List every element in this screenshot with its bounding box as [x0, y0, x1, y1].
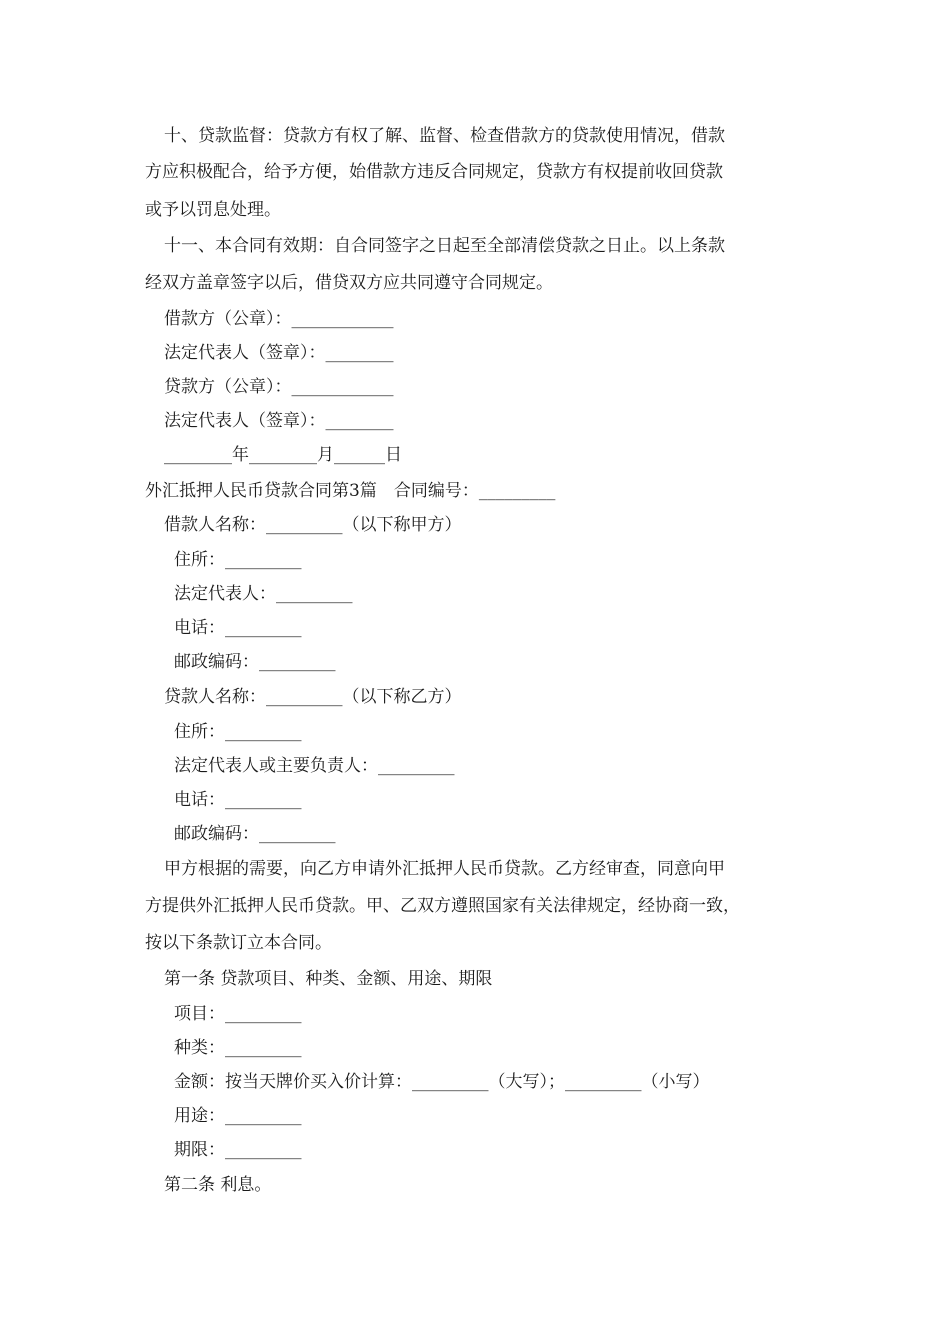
clause-11-line-1: 十一、本合同有效期：自合同签字之日起至全部清偿贷款之日止。以上条款 — [164, 236, 725, 256]
article-1-heading: 第一条 贷款项目、种类、金额、用途、期限 — [164, 969, 493, 989]
lender-rep-line: 法定代表人（签章）：________ — [164, 411, 394, 431]
lender-name-line: 贷款人名称：_________（以下称乙方） — [164, 687, 462, 707]
lender-legal-rep-line: 法定代表人或主要负责人：_________ — [174, 756, 455, 776]
intro-line-3: 按以下条款订立本合同。 — [145, 933, 332, 953]
lender-seal-line: 贷款方（公章）：____________ — [164, 377, 394, 397]
clause-10-line-3: 或予以罚息处理。 — [145, 200, 281, 220]
borrower-phone-line: 电话：_________ — [174, 618, 302, 638]
contract-title: 外汇抵押人民币贷款合同第3篇 合同编号：_________ — [145, 481, 556, 501]
intro-line-1: 甲方根据的需要，向乙方申请外汇抵押人民币贷款。乙方经审查，同意向甲 — [164, 859, 725, 879]
lender-phone-line: 电话：_________ — [174, 790, 302, 810]
item-project-line: 项目：_________ — [174, 1004, 302, 1024]
borrower-address-line: 住所：_________ — [174, 550, 302, 570]
clause-11-line-2: 经双方盖章签字以后，借贷双方应共同遵守合同规定。 — [145, 273, 553, 293]
borrower-name-line: 借款人名称：_________（以下称甲方） — [164, 515, 462, 535]
clause-10-line-2: 方应积极配合，给予方便，始借款方违反合同规定，贷款方有权提前收回贷款 — [145, 162, 723, 182]
item-amount-line: 金额：按当天牌价买入价计算：_________（大写）；_________（小写） — [174, 1072, 710, 1092]
borrower-seal-line: 借款方（公章）：____________ — [164, 309, 394, 329]
article-2-heading: 第二条 利息。 — [164, 1175, 272, 1195]
intro-line-2: 方提供外汇抵押人民币贷款。甲、乙双方遵照国家有关法律规定，经协商一致， — [145, 896, 740, 916]
borrower-postcode-line: 邮政编码：_________ — [174, 652, 336, 672]
lender-address-line: 住所：_________ — [174, 722, 302, 742]
item-type-line: 种类：_________ — [174, 1038, 302, 1058]
item-term-line: 期限：_________ — [174, 1140, 302, 1160]
lender-postcode-line: 邮政编码：_________ — [174, 824, 336, 844]
date-line: ________年________月______日 — [164, 445, 402, 465]
item-purpose-line: 用途：_________ — [174, 1106, 302, 1126]
borrower-legal-rep-line: 法定代表人：_________ — [174, 584, 353, 604]
borrower-rep-line: 法定代表人（签章）：________ — [164, 343, 394, 363]
clause-10-line-1: 十、贷款监督：贷款方有权了解、监督、检查借款方的贷款使用情况，借款 — [164, 126, 725, 146]
